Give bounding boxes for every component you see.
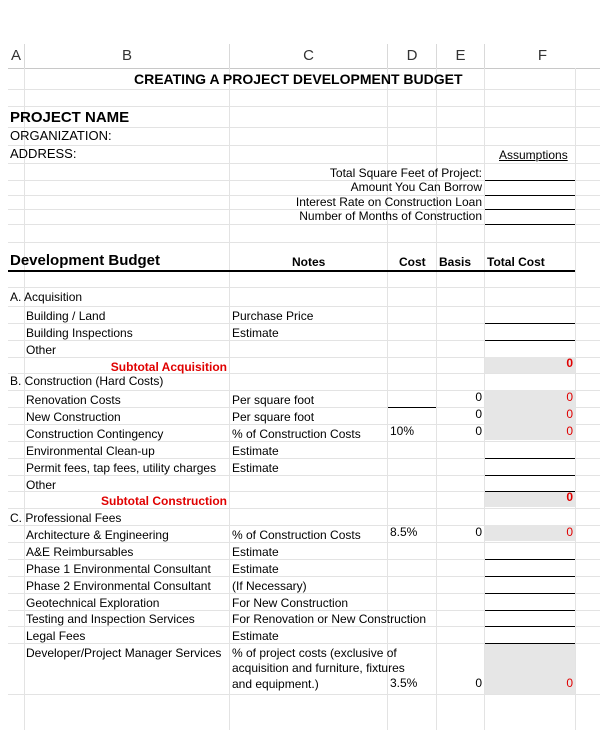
input-underline	[485, 180, 575, 181]
grid-row-line	[8, 694, 600, 695]
grid-row-line	[8, 106, 600, 107]
cost-value: 3.5%	[390, 676, 418, 690]
input-underline	[485, 576, 575, 577]
grid-row-line	[8, 441, 600, 442]
subtotal-label: Subtotal Construction	[101, 494, 227, 508]
column-header-a[interactable]: A	[8, 44, 25, 69]
column-header-f[interactable]: F	[485, 44, 600, 69]
total-value: 0	[566, 525, 573, 539]
total-cost-heading: Total Cost	[487, 255, 545, 269]
input-underline	[485, 458, 575, 459]
line-item-label: Developer/Project Manager Services	[26, 646, 222, 660]
assumptions-heading: Assumptions	[499, 148, 568, 162]
input-underline	[485, 643, 575, 644]
line-item-label: Other	[26, 478, 57, 492]
column-header-e[interactable]: E	[437, 44, 485, 69]
input-underline	[485, 340, 575, 341]
line-item-label: New Construction	[26, 410, 121, 424]
line-item-note: Purchase Price	[232, 309, 314, 323]
organization-label: ORGANIZATION:	[10, 128, 112, 143]
basis-value: 0	[475, 407, 482, 421]
line-item-label: Building / Land	[26, 309, 106, 323]
line-item-note: For Renovation or New Construction	[232, 612, 427, 626]
line-item-label: Phase 1 Environmental Consultant	[26, 562, 211, 576]
grid-col-line	[575, 68, 576, 730]
cost-heading: Cost	[399, 255, 426, 269]
grid-row-line	[8, 163, 600, 164]
input-underline	[485, 195, 575, 196]
input-underline	[485, 224, 575, 225]
grid-row-line	[8, 242, 600, 243]
assumption-label: Amount You Can Borrow	[350, 180, 482, 194]
line-item-label: Geotechnical Exploration	[26, 596, 160, 610]
line-item-note: Estimate	[232, 629, 279, 643]
basis-value: 0	[475, 424, 482, 438]
basis-value: 0	[475, 390, 482, 404]
line-item-note: (If Necessary)	[232, 579, 307, 593]
line-item-note: Estimate	[232, 545, 279, 559]
section-title-acquisition: A. Acquisition	[10, 290, 83, 304]
grid-row-line	[8, 89, 600, 90]
basis-value: 0	[475, 676, 482, 690]
line-item-label: Legal Fees	[26, 629, 86, 643]
line-item-note: Estimate	[232, 562, 279, 576]
input-underline	[485, 475, 575, 476]
line-item-note: Estimate	[232, 461, 279, 475]
cost-value: 10%	[390, 424, 415, 438]
basis-heading: Basis	[439, 255, 472, 269]
cost-value: 8.5%	[390, 525, 418, 539]
total-value: 0	[566, 424, 573, 438]
line-item-label: Building Inspections	[26, 326, 133, 340]
grid-row-line	[8, 287, 600, 288]
line-item-label: Construction Contingency	[26, 427, 164, 441]
line-item-label: Testing and Inspection Services	[26, 612, 195, 626]
input-underline	[485, 593, 575, 594]
line-item-label: Permit fees, tap fees, utility charges	[26, 461, 217, 475]
section-title-professional: C. Professional Fees	[10, 511, 122, 525]
line-item-note: % of Construction Costs	[232, 427, 361, 441]
line-item-label: Environmental Clean-up	[26, 444, 155, 458]
column-header-c[interactable]: C	[230, 44, 388, 69]
line-item-note: acquisition and furniture, fixtures	[232, 661, 405, 675]
section-title-construction: B. Construction (Hard Costs)	[10, 374, 164, 388]
line-item-note: % of project costs (exclusive of	[232, 646, 397, 660]
project-name-label: PROJECT NAME	[10, 109, 130, 126]
line-item-note: Per square foot	[232, 393, 315, 407]
subtotal-value: 0	[566, 356, 573, 370]
total-value: 0	[566, 407, 573, 421]
notes-heading: Notes	[292, 255, 326, 269]
line-item-note: Per square foot	[232, 410, 315, 424]
line-item-label: Phase 2 Environmental Consultant	[26, 579, 211, 593]
basis-value: 0	[475, 525, 482, 539]
input-underline	[485, 559, 575, 560]
grid-row-line	[8, 542, 600, 543]
line-item-note: Estimate	[232, 444, 279, 458]
line-item-note: Estimate	[232, 326, 279, 340]
line-item-note: and equipment.)	[232, 677, 319, 691]
input-underline	[485, 209, 575, 210]
line-item-label: A&E Reimbursables	[26, 545, 134, 559]
page-title: CREATING A PROJECT DEVELOPMENT BUDGET	[134, 71, 463, 87]
grid-row-line	[8, 306, 600, 307]
input-underline	[485, 626, 575, 627]
grid-row-line	[8, 145, 600, 146]
section-heading: Development Budget	[10, 252, 161, 269]
column-header-b[interactable]: B	[25, 44, 230, 69]
line-item-label: Renovation Costs	[26, 393, 121, 407]
line-item-label: Architecture & Engineering	[26, 528, 169, 542]
input-underline	[485, 610, 575, 611]
subtotal-value: 0	[566, 490, 573, 504]
subtotal-label: Subtotal Acquisition	[110, 360, 227, 374]
address-label: ADDRESS:	[10, 146, 77, 161]
line-item-note: For New Construction	[232, 596, 349, 610]
header-underline	[8, 270, 575, 272]
assumption-label: Interest Rate on Construction Loan	[295, 195, 482, 209]
input-underline	[485, 323, 575, 324]
assumption-label: Total Square Feet of Project:	[329, 166, 482, 180]
assumption-label: Number of Months of Construction	[299, 209, 482, 223]
input-underline	[388, 407, 436, 408]
line-item-note: % of Construction Costs	[232, 528, 361, 542]
grid-row-line	[8, 508, 600, 509]
total-value: 0	[566, 676, 573, 690]
column-header-d[interactable]: D	[388, 44, 437, 69]
grid-col-line	[24, 68, 25, 730]
total-value: 0	[566, 390, 573, 404]
line-item-label: Other	[26, 343, 57, 357]
